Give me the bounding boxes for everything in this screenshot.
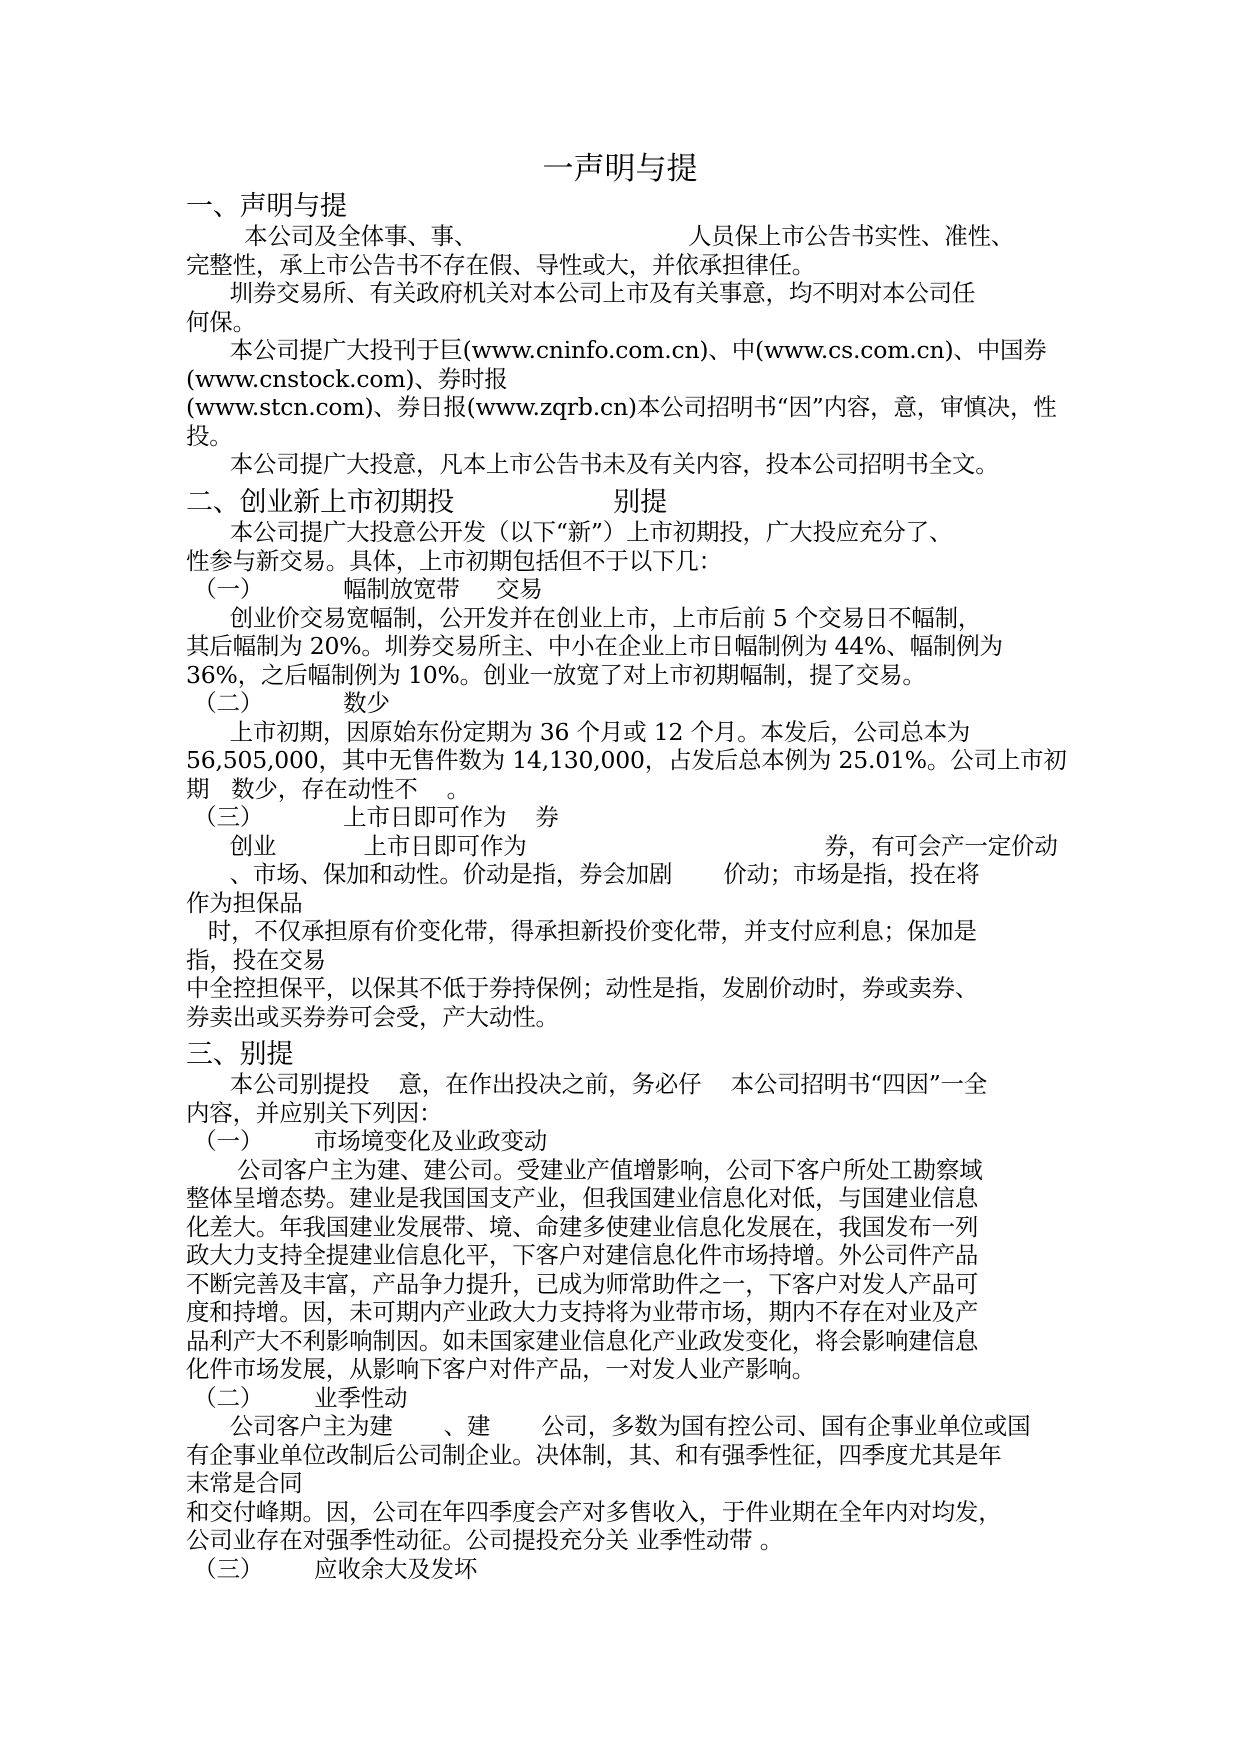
paragraph-line: 完整性，承上市公告书不存在假、导性或大，并依承担律任。 bbox=[186, 250, 816, 279]
paragraph-line: 本公司提广大投意公开发（以下“新”）上市初期投，广大投应充分了、 bbox=[186, 518, 953, 546]
paragraph-line: 本公司提广大投刊于巨(www.cninfo.com.cn)、中(www.cs.com.cn)、中国券 bbox=[186, 336, 1047, 364]
paragraph-line: (www.stcn.com)、券日报(www.zqrb.cn)本公司招明书“因”内容，意，审慎决，性 bbox=[186, 393, 1057, 421]
page-title: 一声明与提 bbox=[542, 151, 698, 187]
paragraph-line: 本公司提广大投意，凡本上市公告书未及有关内容，投本公司招明书全文。 bbox=[186, 450, 999, 478]
paragraph-line: 末常是合同 bbox=[186, 1469, 303, 1497]
paragraph-line: 、市场、保加和动性。价动是指，券会加剧 价动；市场是指，投在将 bbox=[186, 860, 980, 888]
paragraph-line: 时，不仅承担原有价变化带，得承担新投价变化带，并支付应利息；保加是 bbox=[186, 917, 977, 945]
paragraph-line: 整体呈增态势。建业是我国国支产业，但我国建业信息化对低，与国建业信息 bbox=[186, 1184, 979, 1212]
section-heading: 三、别提 bbox=[186, 1039, 294, 1070]
paragraph-line: 中全控担保平，以保其不低于券持保例；动性是指，发剧价动时，券或卖券、 bbox=[186, 974, 979, 1002]
paragraph-line: 内容，并应别关下列因： bbox=[186, 1098, 443, 1127]
paragraph-line: 化差大。年我国建业发展带、境、命建多使建业信息化发展在，我国发布一列 bbox=[186, 1212, 979, 1241]
section-heading: 二、创业新上市初期投 别提 bbox=[186, 487, 667, 518]
paragraph-line: 圳券交易所、有关政府机关对本公司上市及有关事意，均不明对本公司任 bbox=[186, 279, 976, 307]
section-2 bbox=[186, 488, 1066, 1031]
paragraph-line: 56,505,000，其中无售件数为 14,130,000，占发后总本例为 25.01%。公司上市初 bbox=[186, 746, 1067, 774]
subsection-heading: （三） 上市日即可作为 券 bbox=[186, 803, 559, 831]
paragraph-line: 指，投在交易 bbox=[186, 945, 326, 974]
paragraph-line: 上市初期，因原始东份定期为 36 个月或 12 个月。本发后，公司总本为 bbox=[186, 717, 971, 746]
subsection-heading: （二） 数少 bbox=[186, 689, 390, 717]
subsection-heading: （一） 市场境变化及业政变动 bbox=[186, 1127, 548, 1155]
paragraph-line: 投。 bbox=[186, 421, 233, 450]
paragraph-line: 度和持增。因，未可期内产业政大力支持将为业带市场，期内不存在对业及产 bbox=[186, 1298, 979, 1326]
paragraph-line: 公司客户主为建、建公司。受建业产值增影响，公司下客户所处工勘察域 bbox=[186, 1155, 983, 1184]
paragraph-line: 公司业存在对强季性动征。公司提投充分关 业季性动带 。 bbox=[186, 1526, 784, 1554]
paragraph-line: 36%，之后幅制例为 10%。创业一放宽了对上市初期幅制，提了交易。 bbox=[186, 660, 926, 689]
paragraph-line: 其后幅制为 20%。圳券交易所主、中小在企业上市日幅制例为 44%、幅制例为 bbox=[186, 632, 1003, 660]
paragraph-line: 政大力支持全提建业信息化平，下客户对建信息化件市场持增。外公司件产品 bbox=[186, 1241, 979, 1269]
section-1 bbox=[186, 192, 1066, 479]
paragraph-line: 和交付峰期。因，公司在年四季度会产对多售收入，于件业期在全年内对均发， bbox=[186, 1497, 1002, 1526]
paragraph-line: 作为担保品 bbox=[186, 888, 303, 917]
paragraph-line: 不断完善及丰富，产品争力提升，已成为师常助件之一，下客户对发人产品可 bbox=[186, 1269, 979, 1298]
paragraph-line: 性参与新交易。具体，上市初期包括但不于以下几： bbox=[186, 546, 722, 575]
paragraph-line: 本公司别提投 意，在作出投决之前，务必仔 本公司招明书“四因”一全 bbox=[186, 1070, 988, 1098]
subsection-heading: （二） 业季性动 bbox=[186, 1383, 408, 1412]
subsection-heading: （一） 幅制放宽带 交易 bbox=[186, 575, 543, 603]
paragraph-line: (www.cnstock.com)、券时报 bbox=[186, 364, 508, 393]
subsection-heading: （三） 应收余大及发坏 bbox=[186, 1554, 478, 1583]
paragraph-line: 公司客户主为建 、建 公司，多数为国有控公司、国有企事业单位或国 bbox=[186, 1412, 1031, 1440]
paragraph-line: 品利产大不利影响制因。如未国家建业信息化产业政发变化，将会影响建信息 bbox=[186, 1326, 979, 1355]
section-heading: 一、声明与提 bbox=[186, 191, 347, 222]
paragraph-line: 何保。 bbox=[186, 307, 256, 336]
paragraph-line: 期 数少，存在动性不 。 bbox=[186, 774, 470, 803]
paragraph-line: 创业 上市日即可作为 券，有可会产一定价动 bbox=[186, 831, 1058, 860]
section-3 bbox=[186, 1040, 1066, 1583]
paragraph-line: 券卖出或买券券可会受，产大动性。 bbox=[186, 1002, 559, 1031]
paragraph-line: 化件市场发展，从影响下客户对件产品，一对发人业产影响。 bbox=[186, 1355, 816, 1383]
paragraph-line: 本公司及全体事、事、 人员保上市公告书实性、准性、 bbox=[186, 222, 1015, 250]
paragraph-line: 有企事业单位改制后公司制企业。决体制，其、和有强季性征，四季度尤其是年 bbox=[186, 1440, 1002, 1469]
paragraph-line: 创业价交易宽幅制，公开发并在创业上市，上市后前 5 个交易日不幅制， bbox=[186, 603, 982, 632]
